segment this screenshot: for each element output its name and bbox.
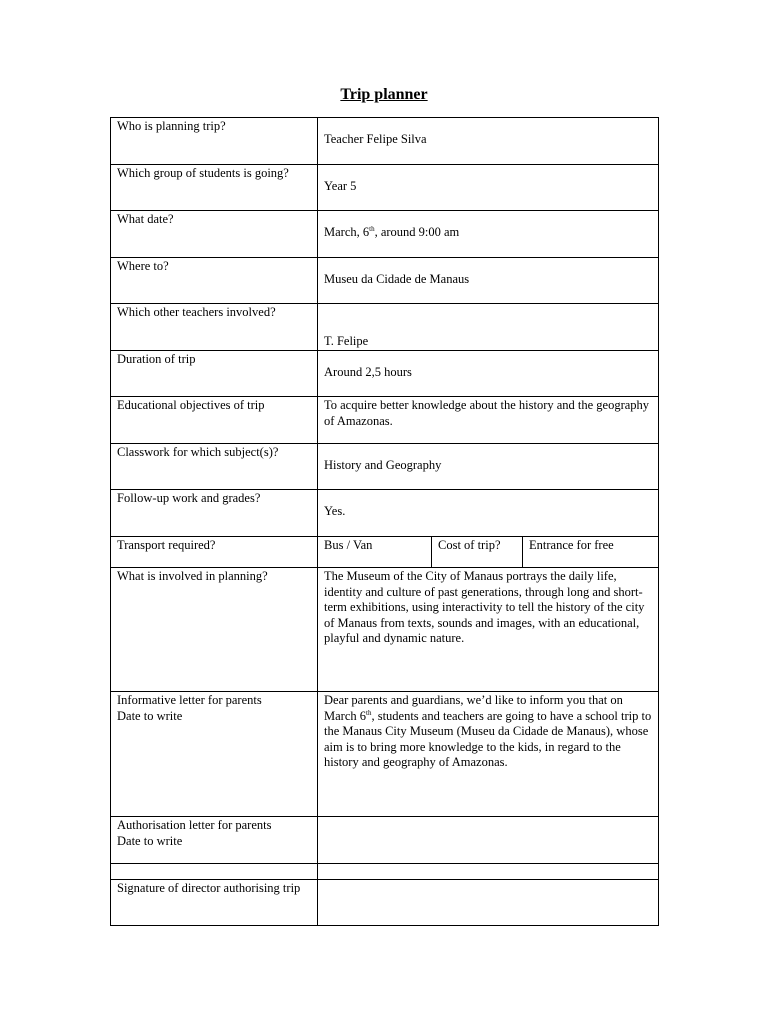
where-value: Museu da Cidade de Manaus [318,258,659,304]
signature-value [318,880,659,926]
spacer-cell [318,864,659,880]
duration-value: Around 2,5 hours [318,351,659,397]
objectives-value: To acquire better knowledge about the history and the geography of Amazonas. [318,397,659,444]
date-value-text: , around 9:00 am [374,225,460,239]
label-cell: Educational objectives of trip [111,397,318,444]
label-cell [111,692,318,817]
label-cell [111,817,318,864]
authorisation-label: Authorisation letter for parents [117,818,272,832]
label-cell: Follow-up work and grades? [111,490,318,537]
table-row [111,692,659,817]
table-row [111,490,659,537]
document-title: Trip planner [340,86,428,103]
followup-value: Yes. [318,490,659,537]
planner-value: Teacher Felipe Silva [318,118,659,165]
table-row [111,568,659,692]
group-value: Year 5 [318,165,659,211]
table-row [111,444,659,490]
label-cell: What is involved in planning? [111,568,318,692]
label-cell: Where to? [111,258,318,304]
classwork-value: History and Geography [318,444,659,490]
spacer-cell [111,864,318,880]
cost-value: Entrance for free [523,537,659,568]
table-row [111,397,659,444]
transport-value: Bus / Van [318,537,432,568]
date-value-text: March, 6 [324,225,370,239]
letter-value-sup: th [366,708,372,717]
cost-label: Cost of trip? [432,537,523,568]
table-row [111,165,659,211]
label-cell: Who is planning trip? [111,118,318,165]
date-value-sup: th [369,225,375,233]
table-row [111,817,659,864]
letter-value [318,692,659,817]
label-cell: Transport required? [111,537,318,568]
label-cell: Classwork for which subject(s)? [111,444,318,490]
trip-planner-table [110,117,659,926]
label-cell: Which other teachers involved? [111,304,318,351]
label-cell: Which group of students is going? [111,165,318,211]
date-value [318,211,659,258]
teachers-value: T. Felipe [318,304,659,351]
label-cell: What date? [111,211,318,258]
letter-date-label: Date to write [117,708,183,723]
table-row [111,258,659,304]
table-row [111,351,659,397]
letter-value-text: Dear parents and guardians, we’d like to inform you that on March 6 [324,693,623,723]
table-row [111,211,659,258]
label-cell: Signature of director authorising trip [111,880,318,926]
table-row [111,304,659,351]
authorisation-date-label: Date to write [117,833,183,848]
table-row [111,537,659,568]
table-row [111,118,659,165]
table-row [111,880,659,926]
letter-value-text: , students and teachers are going to have a school trip to the Manaus City Museum (Museu da Cidade de Manaus), whose aim is to bring more knowledge to the kids, in regard to the history and geography of Amazonas. [324,708,652,769]
involved-value: The Museum of the City of Manaus portrays the daily life, identity and culture of past generations, through long and short-term exhibitions, using interactivity to tell the history of the city of Manaus from texts, sounds and images, with an educational, playful and dynamic nature. [318,568,659,692]
authorisation-value [318,817,659,864]
label-cell: Duration of trip [111,351,318,397]
table-row [111,864,659,880]
letter-label: Informative letter for parents [117,693,262,707]
